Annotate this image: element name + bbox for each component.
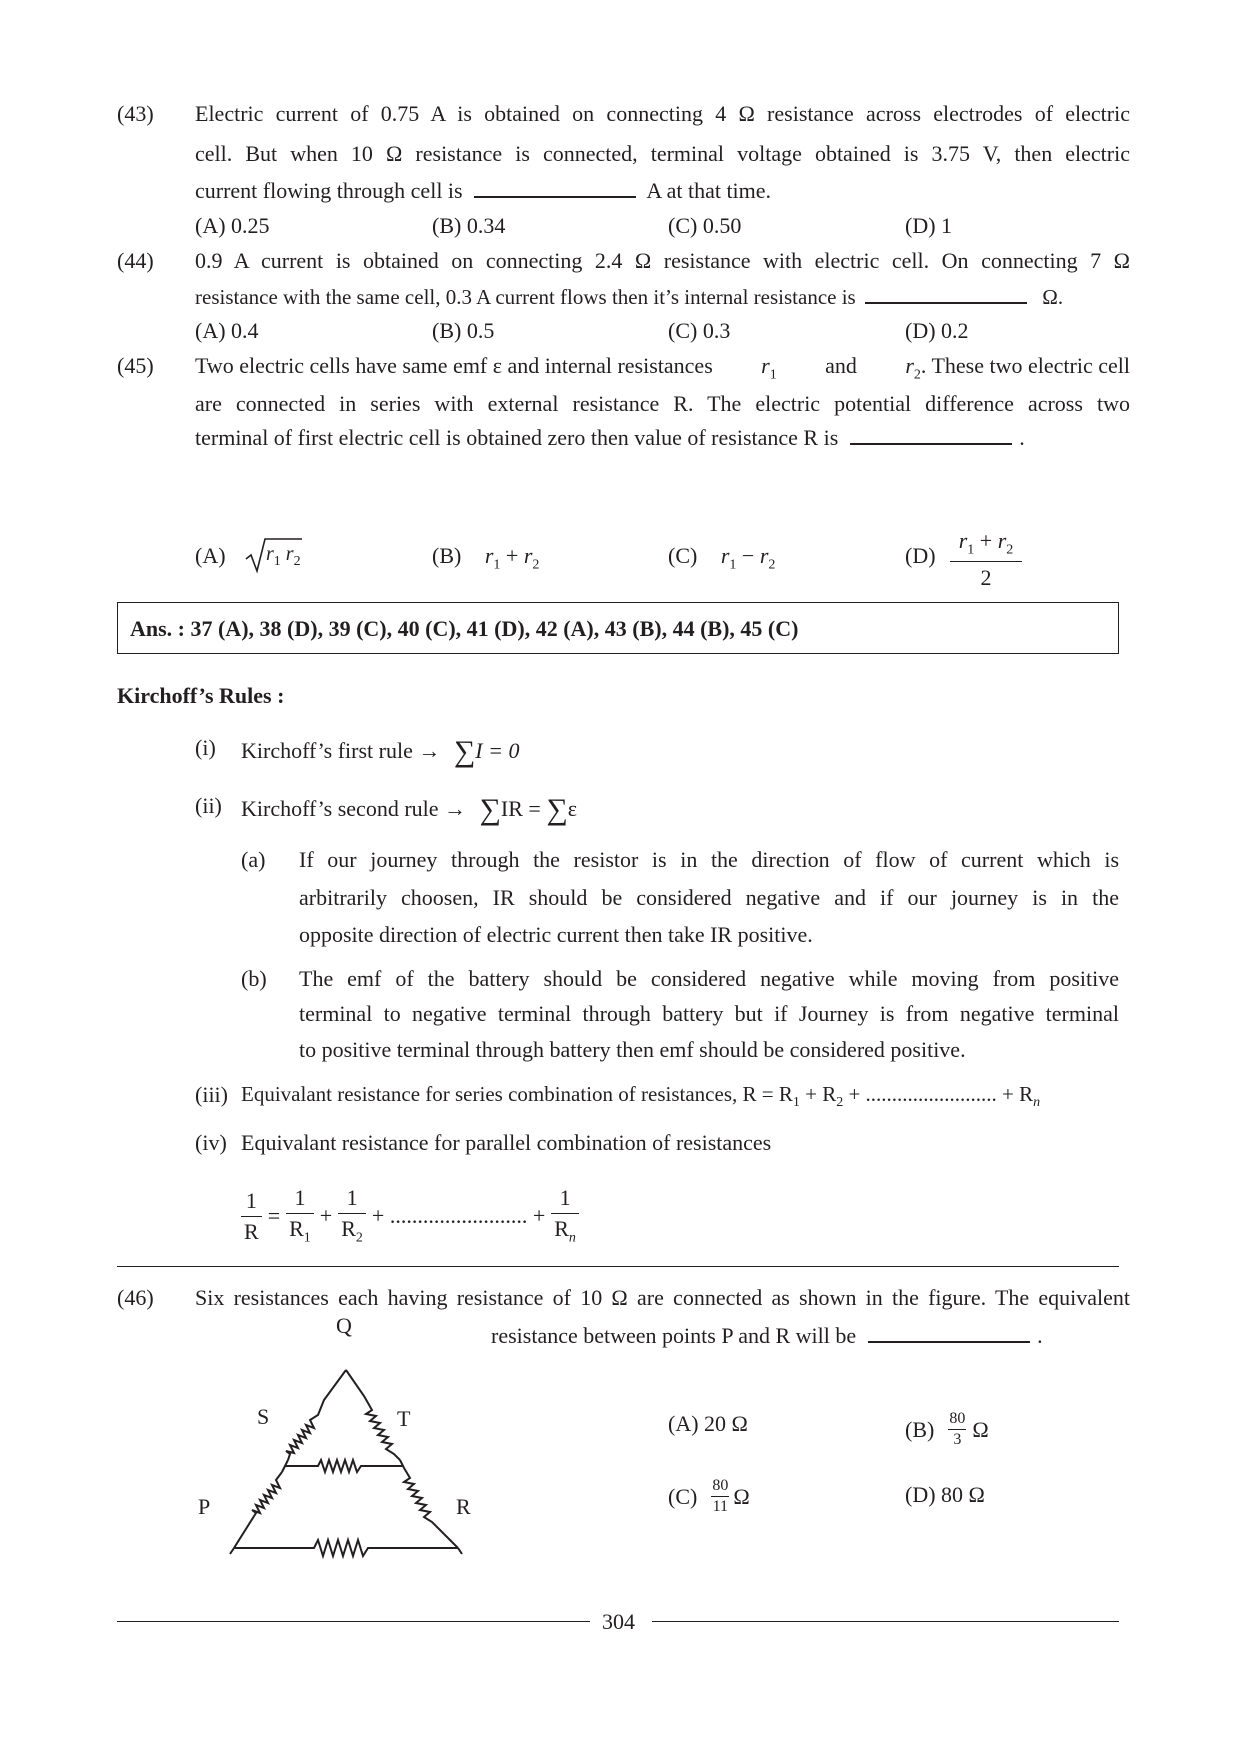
question-text: Six resistances each having resistance of 10 Ω are connected as shown in the figure. The equivalent — [195, 1285, 1130, 1310]
answer-key-box — [117, 602, 1119, 654]
resistor-qr-lower — [404, 1468, 458, 1548]
question-text: terminal of first electric cell is obtained zero then value of resistance R is . — [195, 425, 1025, 450]
divider — [117, 1266, 1119, 1267]
option-d: (D) 1 — [905, 213, 953, 238]
rule-number: (ii) — [195, 793, 222, 818]
question-text: resistance with the same cell, 0.3 A current flows then it’s internal resistance is Ω. — [195, 285, 1064, 309]
sqrt-expression: $r_1$ $r_2$ — [244, 535, 304, 575]
footer-rule-right — [652, 1621, 1119, 1622]
question-text: resistance between points P and R will be . — [491, 1323, 1043, 1348]
rule-number: (iv) — [195, 1130, 227, 1155]
option-a: (A) 0.4 — [195, 318, 259, 343]
node-label-p: P — [198, 1494, 211, 1519]
option-b: (B) 0.34 — [432, 213, 506, 238]
option-a: (A) 0.25 — [195, 213, 270, 238]
question-text: Two electric cells have same emf ε and internal resistances $r_1$ and $r_2$. These two electric cell — [195, 353, 1130, 383]
answer-blank — [850, 441, 1012, 445]
option-c: (C) 0.50 — [668, 213, 742, 238]
option-d: (D) 80 Ω — [905, 1482, 985, 1507]
answer-blank — [865, 300, 1027, 304]
rule-text: Kirchoff’s first rule → ∑I = 0 — [241, 735, 520, 768]
option-c: (C) $\frac{80}{11}$ Ω — [668, 1477, 750, 1515]
rule-number: (i) — [195, 735, 216, 760]
parallel-formula: $\frac{1}{R}$ = $\frac{1}{R_1}$ + $\frac{1}{R_2}$ + ......................... + $\frac{1}{R_n}$ — [241, 1187, 579, 1245]
question-text: cell. But when 10 Ω resistance is connected, terminal voltage obtained is 3.75 V, then electric — [195, 141, 1130, 166]
rule-text: Equivalant resistance for series combination of resistances, $R = R_1 + R_2$ + ......................... + $R_n$ — [241, 1082, 1041, 1111]
option-b: (B) $\frac{80}{3}$ Ω — [905, 1410, 989, 1448]
option-b: (B) 0.5 — [432, 318, 495, 343]
option-a: (A) — [195, 543, 226, 568]
sub-rule-text: opposite direction of electric current then take IR positive. — [299, 922, 813, 947]
answer-key: Ans. : 37 (A), 38 (D), 39 (C), 40 (C), 41 (D), 42 (A), 43 (B), 44 (B), 45 (C) — [130, 616, 799, 641]
sub-rule-text: If our journey through the resistor is in the direction of flow of current which is — [299, 847, 1119, 872]
rule-text: Equivalant resistance for parallel combination of resistances — [241, 1130, 772, 1155]
resistor-pr — [234, 1540, 458, 1556]
node-label-s: S — [257, 1404, 270, 1429]
option-b: (B) $r_1 + r_2$ — [432, 543, 540, 573]
option-d: (D) — [905, 543, 936, 568]
sub-rule-text: to positive terminal through battery then emf should be considered positive. — [299, 1037, 966, 1062]
question-text: Electric current of 0.75 A is obtained on connecting 4 Ω resistance across electrodes of electric — [195, 101, 1130, 126]
resistor-pq-upper — [286, 1370, 346, 1460]
answer-blank — [474, 194, 636, 198]
resistor-st — [285, 1460, 402, 1472]
sub-rule-text: arbitrarily choosen, IR should be considered negative and if our journey is in the — [299, 885, 1119, 910]
question-text: are connected in series with external resistance R. The electric potential difference across two — [195, 391, 1130, 416]
question-text: current flowing through cell is A at that time. — [195, 178, 772, 203]
question-number: (43) — [117, 101, 154, 126]
question-text: 0.9 A current is obtained on connecting 2.4 Ω resistance with electric cell. On connecting 7 Ω — [195, 248, 1130, 273]
sub-rule-number: (a) — [241, 847, 266, 872]
question-number: (46) — [117, 1285, 154, 1310]
question-number: (44) — [117, 248, 154, 273]
node-label-r: R — [456, 1494, 471, 1519]
rule-number: (iii) — [195, 1082, 228, 1107]
resistor-pq-lower — [234, 1472, 282, 1548]
section-heading: Kirchoff’s Rules : — [117, 683, 285, 708]
footer-rule-left — [117, 1621, 590, 1622]
sub-rule-text: The emf of the battery should be considered negative while moving from positive — [299, 966, 1119, 991]
question-number: (45) — [117, 353, 154, 378]
option-d: (D) 0.2 — [905, 318, 969, 343]
node-label-t: T — [397, 1406, 411, 1431]
option-c: (C) 0.3 — [668, 318, 731, 343]
fraction: $r_1 + r_2$ 2 — [950, 528, 1022, 591]
option-a: (A) 20 Ω — [668, 1411, 748, 1436]
page-number: 304 — [602, 1609, 635, 1634]
node-label-q: Q — [336, 1313, 352, 1338]
resistor-qr-upper — [346, 1370, 400, 1460]
answer-blank — [868, 1339, 1030, 1343]
option-c: (C) $r_1 - r_2$ — [668, 543, 776, 573]
sub-rule-number: (b) — [241, 966, 267, 991]
resistor-triangle-diagram — [228, 1350, 468, 1560]
sub-rule-text: terminal to negative terminal through battery but if Journey is from negative terminal — [299, 1001, 1119, 1026]
rule-text: Kirchoff’s second rule → ∑IR = ∑ε — [241, 793, 577, 826]
